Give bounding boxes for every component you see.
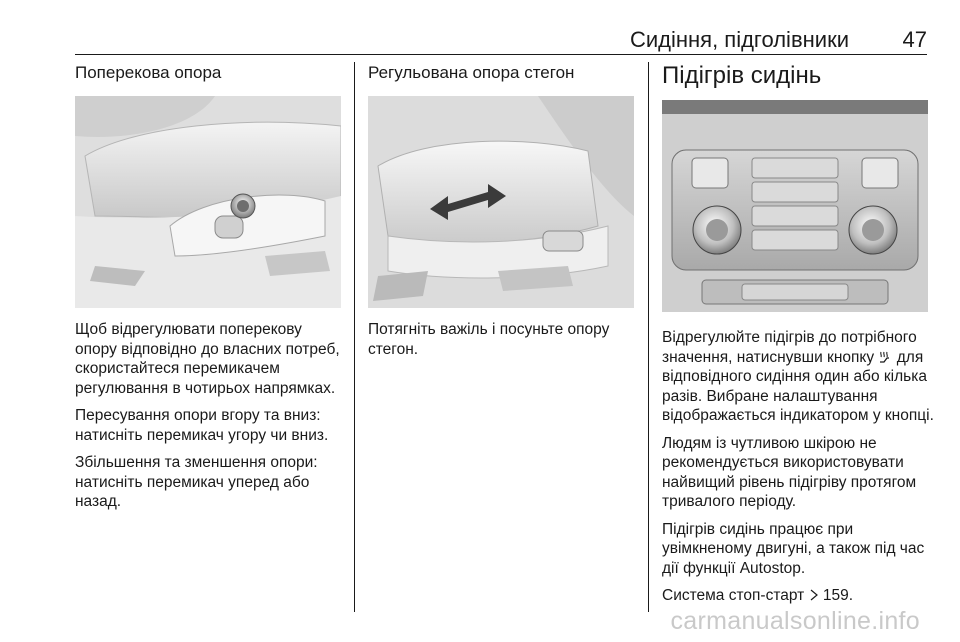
paragraph: Людям із чутливою шкірою не рекомендується використовувати найвищий рівень підігріву протягом тривалого періоду. (662, 434, 917, 510)
watermark: carmanualsonline.info (670, 607, 920, 635)
column-seat-heating (662, 62, 934, 604)
seat-heat-icon (878, 350, 892, 364)
paragraph-text: для відповідного сидіння один або кілька разів. Вибране налаштування відображається індикатором у кнопці. (662, 348, 934, 424)
heading-thigh-support: Регульована опора стегон (368, 63, 575, 82)
paragraph-text: Відрегулюйте підігрів до потрібного значення, натиснувши кнопку (662, 329, 917, 366)
column-lumbar-support (75, 62, 341, 510)
heading-seat-heating: Підігрів сидінь (662, 62, 822, 89)
figure-thigh-support (368, 96, 634, 308)
column-divider (354, 62, 355, 612)
paragraph: Потягніть важіль і посуньте опору стегон. (368, 321, 610, 358)
section-title: Сидіння, підголівники (629, 27, 849, 52)
figure-climate-panel (662, 100, 928, 312)
paragraph: Підігрів сидінь працює при увімкненому двигуні, а також під час дії функції Autostop. (662, 520, 925, 577)
paragraph: Щоб відрегулювати поперекову опору відповідно до власних потреб, скористайтеся перемикачем регулювання в чотирьох напрямках. (75, 321, 340, 397)
climate-panel-illustration (662, 100, 928, 312)
paragraph: Збільшення та зменшення опори: натисніть перемикач уперед або назад. (75, 454, 318, 510)
seat-thigh-illustration (368, 96, 634, 308)
heading-lumbar-support: Поперекова опора (75, 63, 222, 82)
seat-lumbar-illustration (75, 96, 341, 308)
reference-text: Система стоп-старт (662, 587, 805, 604)
column-thigh-support (368, 62, 634, 358)
column-divider (648, 62, 649, 612)
paragraph (662, 328, 934, 426)
arrow-reference-icon (809, 589, 819, 601)
header-rule (75, 54, 927, 55)
paragraph: Пересування опори вгору та вниз: натисніть перемикач угору чи вниз. (75, 407, 329, 444)
figure-lumbar-switch (75, 96, 341, 308)
reference-line (662, 586, 934, 606)
seat-heating-text (662, 328, 934, 614)
thigh-text (368, 320, 640, 367)
page-header (75, 28, 927, 52)
reference-page: 159. (822, 587, 854, 604)
lumbar-text (75, 320, 347, 520)
page-number: 47 (902, 27, 927, 52)
